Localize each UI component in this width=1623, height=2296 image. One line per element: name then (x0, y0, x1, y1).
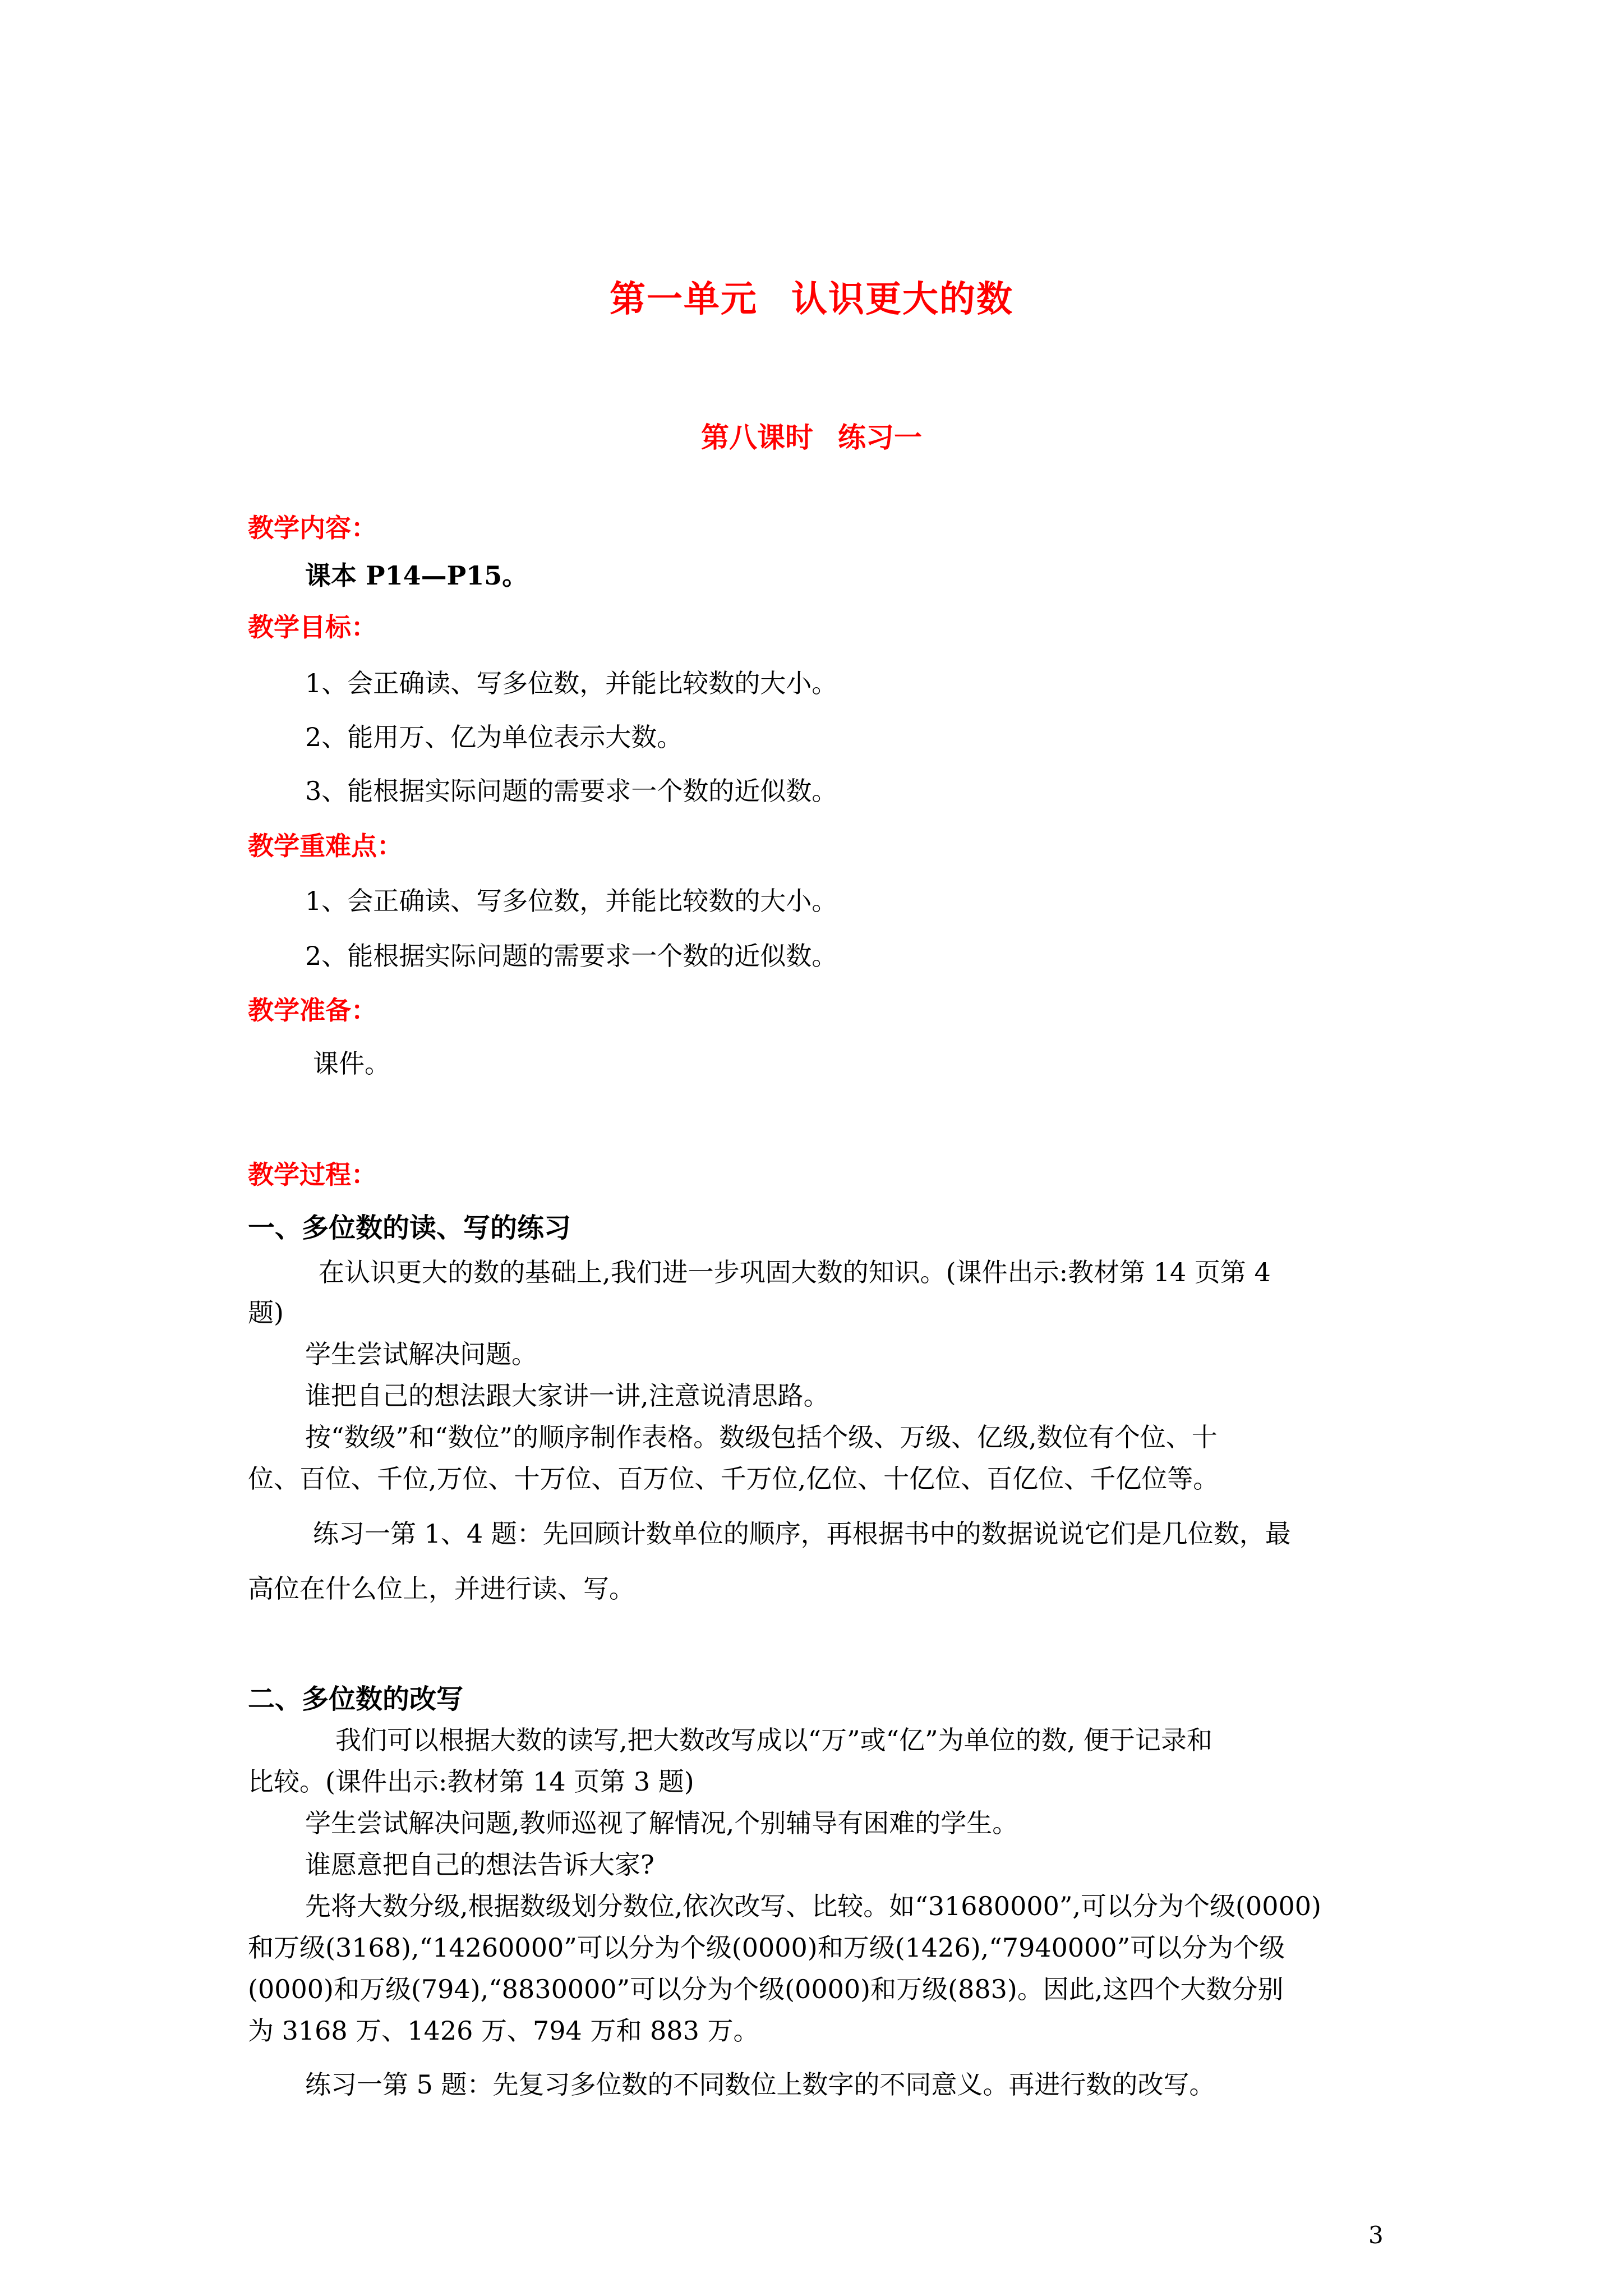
section-2-line: 我们可以根据大数的读写,把大数改写成以“万”或“亿”为单位的数, 便于记录和 (335, 1725, 1212, 1755)
section-2-line: 先将大数分级,根据数级划分数位,依次改写、比较。如“31680000”,可以分为个级(0000) (305, 1891, 1321, 1921)
goal-item: 3、能根据实际问题的需要求一个数的近似数。 (305, 776, 838, 806)
key-point-item: 1、会正确读、写多位数，并能比较数的大小。 (305, 886, 838, 916)
lesson-name: 练习一 (838, 421, 922, 454)
goals-label: 教学目标： (248, 612, 377, 642)
section-1-line: 练习一第 1、4 题：先回顾计数单位的顺序，再根据书中的数据说说它们是几位数，最 (313, 1519, 1291, 1549)
section-1-line: 谁把自己的想法跟大家讲一讲,注意说清思路。 (305, 1381, 829, 1411)
section-2-title: 二、多位数的改写 (248, 1683, 464, 1715)
section-2-line: 和万级(3168),“14260000”可以分为个级(0000)和万级(1426),“7940000”可以分为个级 (248, 1932, 1285, 1963)
section-1-line: 位、百位、千位,万位、十万位、百万位、千万位,亿位、十亿位、百亿位、千亿位等。 (248, 1464, 1219, 1494)
section-2-line: 比较。(课件出示:教材第 14 页第 3 题) (248, 1766, 694, 1797)
section-1-line: 学生尝试解决问题。 (305, 1339, 537, 1369)
content-text: 课本 P14—P15。 (305, 560, 528, 591)
section-1-line: 高位在什么位上，并进行读、写。 (248, 1573, 635, 1604)
section-1-line: 在认识更大的数的基础上,我们进一步巩固大数的知识。(课件出示:教材第 14 页第 4 (319, 1257, 1271, 1287)
goal-item: 2、能用万、亿为单位表示大数。 (305, 722, 683, 752)
prep-label: 教学准备： (248, 995, 377, 1025)
section-2-line: 练习一第 5 题：先复习多位数的不同数位上数字的不同意义。再进行数的改写。 (305, 2069, 1215, 2100)
content-label: 教学内容： (248, 513, 377, 543)
process-label: 教学过程： (248, 1159, 377, 1190)
lesson-number: 第八课时 (701, 421, 813, 454)
key-points-label: 教学重难点： (248, 831, 403, 861)
section-1-line: 按“数级”和“数位”的顺序制作表格。数级包括个级、万级、亿级,数位有个位、十 (305, 1422, 1218, 1452)
unit-title (0, 270, 1623, 322)
goal-item: 1、会正确读、写多位数，并能比较数的大小。 (305, 668, 838, 698)
section-2-line: 为 3168 万、1426 万、794 万和 883 万。 (248, 2016, 759, 2046)
unit-number: 第一单元 (610, 278, 758, 320)
lesson-title (0, 415, 1623, 455)
section-1-line: 题) (248, 1297, 284, 1328)
prep-text: 课件。 (313, 1048, 390, 1079)
page-number: 3 (1368, 2221, 1384, 2249)
unit-name: 认识更大的数 (791, 278, 1013, 320)
section-2-line: 谁愿意把自己的想法告诉大家? (305, 1849, 654, 1880)
key-point-item: 2、能根据实际问题的需要求一个数的近似数。 (305, 941, 838, 971)
section-2-line: (0000)和万级(794),“8830000”可以分为个级(0000)和万级(883)。因此,这四个大数分别 (248, 1974, 1284, 2004)
section-1-title: 一、多位数的读、写的练习 (248, 1212, 571, 1244)
section-2-line: 学生尝试解决问题,教师巡视了解情况,个别辅导有困难的学生。 (305, 1808, 1018, 1838)
